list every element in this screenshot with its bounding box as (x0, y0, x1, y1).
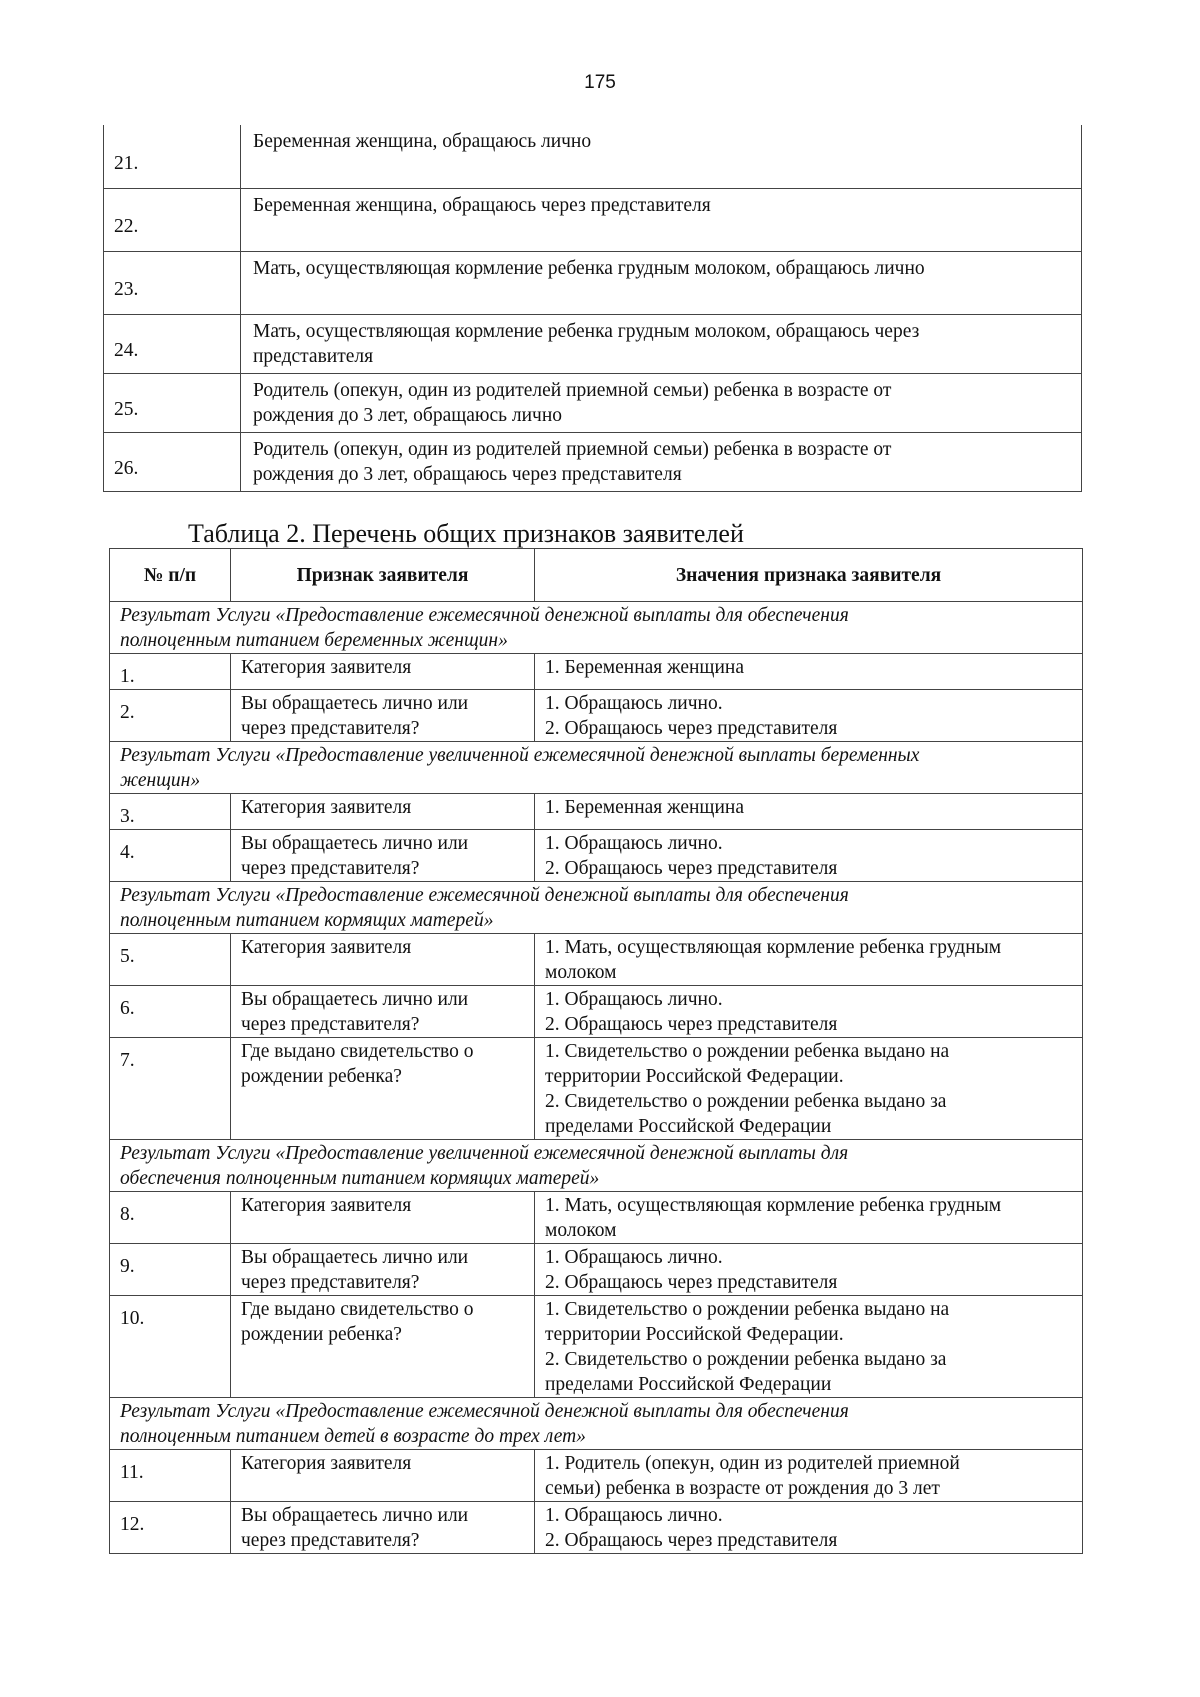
sign-value-line: 1. Обращаюсь лично. (545, 1505, 723, 1526)
row-number: 4. (110, 830, 231, 882)
section-title-line: женщин» (120, 770, 201, 791)
table-row (110, 690, 1083, 742)
applicant-sign-line: Категория заявителя (241, 1195, 412, 1216)
row-number: 21. (104, 125, 241, 188)
sign-value-line: территории Российской Федерации. (545, 1066, 844, 1087)
applicant-sign-line: рождении ребенка? (241, 1066, 402, 1087)
row-number: 11. (110, 1450, 231, 1502)
table-row (110, 794, 1083, 830)
sign-value-line: 1. Свидетельство о рождении ребенка выдано на (545, 1041, 950, 1062)
applicant-sign-line: Категория заявителя (241, 657, 412, 678)
applicant-sign (231, 794, 535, 830)
applicant-sign-line: через представителя? (241, 1530, 420, 1551)
sign-value-line: 1. Обращаюсь лично. (545, 1247, 723, 1268)
row-text (241, 251, 1082, 314)
table-row (104, 251, 1082, 314)
table-row (110, 654, 1083, 690)
sign-values (535, 654, 1083, 690)
applicant-sign (231, 1244, 535, 1296)
applicant-sign-line: Категория заявителя (241, 1453, 412, 1474)
table-row (110, 830, 1083, 882)
applicant-sign-line: через представителя? (241, 718, 420, 739)
applicant-sign-line: Вы обращаетесь лично или (241, 833, 469, 854)
section-title-line: Результат Услуги «Предоставление ежемесячной денежной выплаты для обеспечения (120, 1401, 849, 1422)
table-row (104, 314, 1082, 373)
section-row (110, 1398, 1083, 1450)
applicant-sign-line: Вы обращаетесь лично или (241, 1247, 469, 1268)
sign-value-line: 1. Обращаюсь лично. (545, 989, 723, 1010)
sign-values (535, 794, 1083, 830)
row-number: 8. (110, 1192, 231, 1244)
sign-value-line: 2. Обращаюсь через представителя (545, 1272, 838, 1293)
row-number: 10. (110, 1296, 231, 1398)
applicant-sign-line: Вы обращаетесь лично или (241, 989, 469, 1010)
section-title (110, 742, 1083, 794)
sign-value-line: 1. Обращаюсь лично. (545, 833, 723, 854)
applicant-sign-line: Где выдано свидетельство о (241, 1299, 474, 1320)
sign-value-line: пределами Российской Федерации (545, 1116, 832, 1137)
section-title-line: Результат Услуги «Предоставление ежемесячной денежной выплаты для обеспечения (120, 885, 849, 906)
row-number: 3. (110, 794, 231, 830)
sign-values (535, 1244, 1083, 1296)
row-text-line: рождения до 3 лет, обращаюсь через представителя (253, 463, 682, 485)
sign-value-line: 1. Родитель (опекун, один из родителей приемной (545, 1453, 960, 1474)
sign-values (535, 986, 1083, 1038)
section-title-line: полноценным питанием кормящих матерей» (120, 910, 494, 931)
section-row (110, 742, 1083, 794)
table-row (110, 1038, 1083, 1140)
sign-value-line: 2. Обращаюсь через представителя (545, 1530, 838, 1551)
row-text-line: Мать, осуществляющая кормление ребенка грудным молоком, обращаюсь через (253, 320, 920, 342)
section-title-line: Результат Услуги «Предоставление увеличенной ежемесячной денежной выплаты для (120, 1143, 849, 1164)
section-title (110, 1140, 1083, 1192)
sign-values (535, 830, 1083, 882)
row-number: 9. (110, 1244, 231, 1296)
table-row (104, 373, 1082, 432)
applicant-sign-line: Вы обращаетесь лично или (241, 1505, 469, 1526)
row-text (241, 188, 1082, 251)
row-text (241, 432, 1082, 491)
applicant-sign (231, 1450, 535, 1502)
table-row (110, 1296, 1083, 1398)
row-text-line: Мать, осуществляющая кормление ребенка грудным молоком, обращаюсь лично (253, 257, 925, 279)
sign-values (535, 1192, 1083, 1244)
sign-value-line: 1. Обращаюсь лично. (545, 693, 723, 714)
row-text-line: представителя (253, 345, 374, 367)
applicant-sign-line: через представителя? (241, 858, 420, 879)
row-text (241, 373, 1082, 432)
row-text-line: рождения до 3 лет, обращаюсь лично (253, 404, 563, 426)
sign-value-line: 1. Мать, осуществляющая кормление ребенка грудным (545, 1195, 1002, 1216)
applicant-sign-line: через представителя? (241, 1014, 420, 1035)
sign-value-line: 2. Обращаюсь через представителя (545, 858, 838, 879)
row-number: 2. (110, 690, 231, 742)
sign-value-line: 1. Беременная женщина (545, 797, 744, 818)
header-number: № п/п (110, 549, 231, 602)
section-title (110, 1398, 1083, 1450)
sign-value-line: 2. Свидетельство о рождении ребенка выдано за (545, 1091, 947, 1112)
row-number: 24. (104, 314, 241, 373)
header-values: Значения признака заявителя (535, 549, 1083, 602)
section-row (110, 1140, 1083, 1192)
applicant-sign (231, 986, 535, 1038)
sign-values (535, 1450, 1083, 1502)
table-row (104, 188, 1082, 251)
sign-value-line: 1. Свидетельство о рождении ребенка выдано на (545, 1299, 950, 1320)
page-number: 175 (584, 72, 616, 93)
sign-value-line: молоком (545, 962, 617, 983)
row-text-line: Родитель (опекун, один из родителей приемной семьи) ребенка в возрасте от (253, 379, 892, 401)
sign-values (535, 690, 1083, 742)
applicant-sign (231, 1192, 535, 1244)
applicant-sign-line: Категория заявителя (241, 937, 412, 958)
table-row (110, 1450, 1083, 1502)
sign-values (535, 934, 1083, 986)
row-number: 6. (110, 986, 231, 1038)
sign-value-line: семьи) ребенка в возрасте от рождения до 3 лет (545, 1478, 940, 1499)
applicant-sign-line: через представителя? (241, 1272, 420, 1293)
table-row (110, 934, 1083, 986)
applicant-sign (231, 1502, 535, 1554)
applicant-sign-line: Категория заявителя (241, 797, 412, 818)
section-title-line: полноценным питанием детей в возрасте до трех лет» (120, 1426, 586, 1447)
table-row (110, 986, 1083, 1038)
row-number: 26. (104, 432, 241, 491)
table-header-row (110, 549, 1083, 602)
applicant-sign-line: рождении ребенка? (241, 1324, 402, 1345)
applicant-sign (231, 654, 535, 690)
applicant-sign (231, 1296, 535, 1398)
row-number: 7. (110, 1038, 231, 1140)
section-row (110, 602, 1083, 654)
sign-value-line: 2. Обращаюсь через представителя (545, 1014, 838, 1035)
section-title-line: обеспечения полноценным питанием кормящих матерей» (120, 1168, 600, 1189)
section-row (110, 882, 1083, 934)
table-row (104, 125, 1082, 188)
row-number: 25. (104, 373, 241, 432)
applicant-sign-line: Вы обращаетесь лично или (241, 693, 469, 714)
row-text-line: Родитель (опекун, один из родителей приемной семьи) ребенка в возрасте от (253, 438, 892, 460)
row-number: 1. (110, 654, 231, 690)
sign-value-line: 2. Обращаюсь через представителя (545, 718, 838, 739)
sign-value-line: 1. Мать, осуществляющая кормление ребенка грудным (545, 937, 1002, 958)
row-text-line: Беременная женщина, обращаюсь через представителя (253, 194, 711, 216)
header-sign: Признак заявителя (231, 549, 535, 602)
section-title (110, 882, 1083, 934)
applicant-variants-table-continuation (103, 125, 1082, 492)
row-number: 23. (104, 251, 241, 314)
applicant-sign (231, 830, 535, 882)
row-number: 22. (104, 188, 241, 251)
section-title-line: Результат Услуги «Предоставление увеличенной ежемесячной денежной выплаты беременных (120, 745, 920, 766)
section-title-line: Результат Услуги «Предоставление ежемесячной денежной выплаты для обеспечения (120, 605, 849, 626)
sign-value-line: 2. Свидетельство о рождении ребенка выдано за (545, 1349, 947, 1370)
row-text-line: Беременная женщина, обращаюсь лично (253, 131, 592, 152)
applicant-sign (231, 934, 535, 986)
row-number: 5. (110, 934, 231, 986)
table-row (110, 1244, 1083, 1296)
applicant-sign-line: Где выдано свидетельство о (241, 1041, 474, 1062)
row-text (241, 314, 1082, 373)
sign-value-line: молоком (545, 1220, 617, 1241)
table-row (110, 1502, 1083, 1554)
sign-value-line: пределами Российской Федерации (545, 1374, 832, 1395)
sign-values (535, 1296, 1083, 1398)
row-text (241, 125, 1082, 188)
sign-value-line: 1. Беременная женщина (545, 657, 744, 678)
applicant-sign (231, 690, 535, 742)
table-row (104, 432, 1082, 491)
sign-values (535, 1502, 1083, 1554)
sign-value-line: территории Российской Федерации. (545, 1324, 844, 1345)
section-title (110, 602, 1083, 654)
section-title-line: полноценным питанием беременных женщин» (120, 630, 508, 651)
row-number: 12. (110, 1502, 231, 1554)
table-caption: Таблица 2. Перечень общих признаков заявителей (188, 519, 744, 548)
applicant-signs-table (109, 548, 1083, 1554)
sign-values (535, 1038, 1083, 1140)
table-row (110, 1192, 1083, 1244)
applicant-sign (231, 1038, 535, 1140)
